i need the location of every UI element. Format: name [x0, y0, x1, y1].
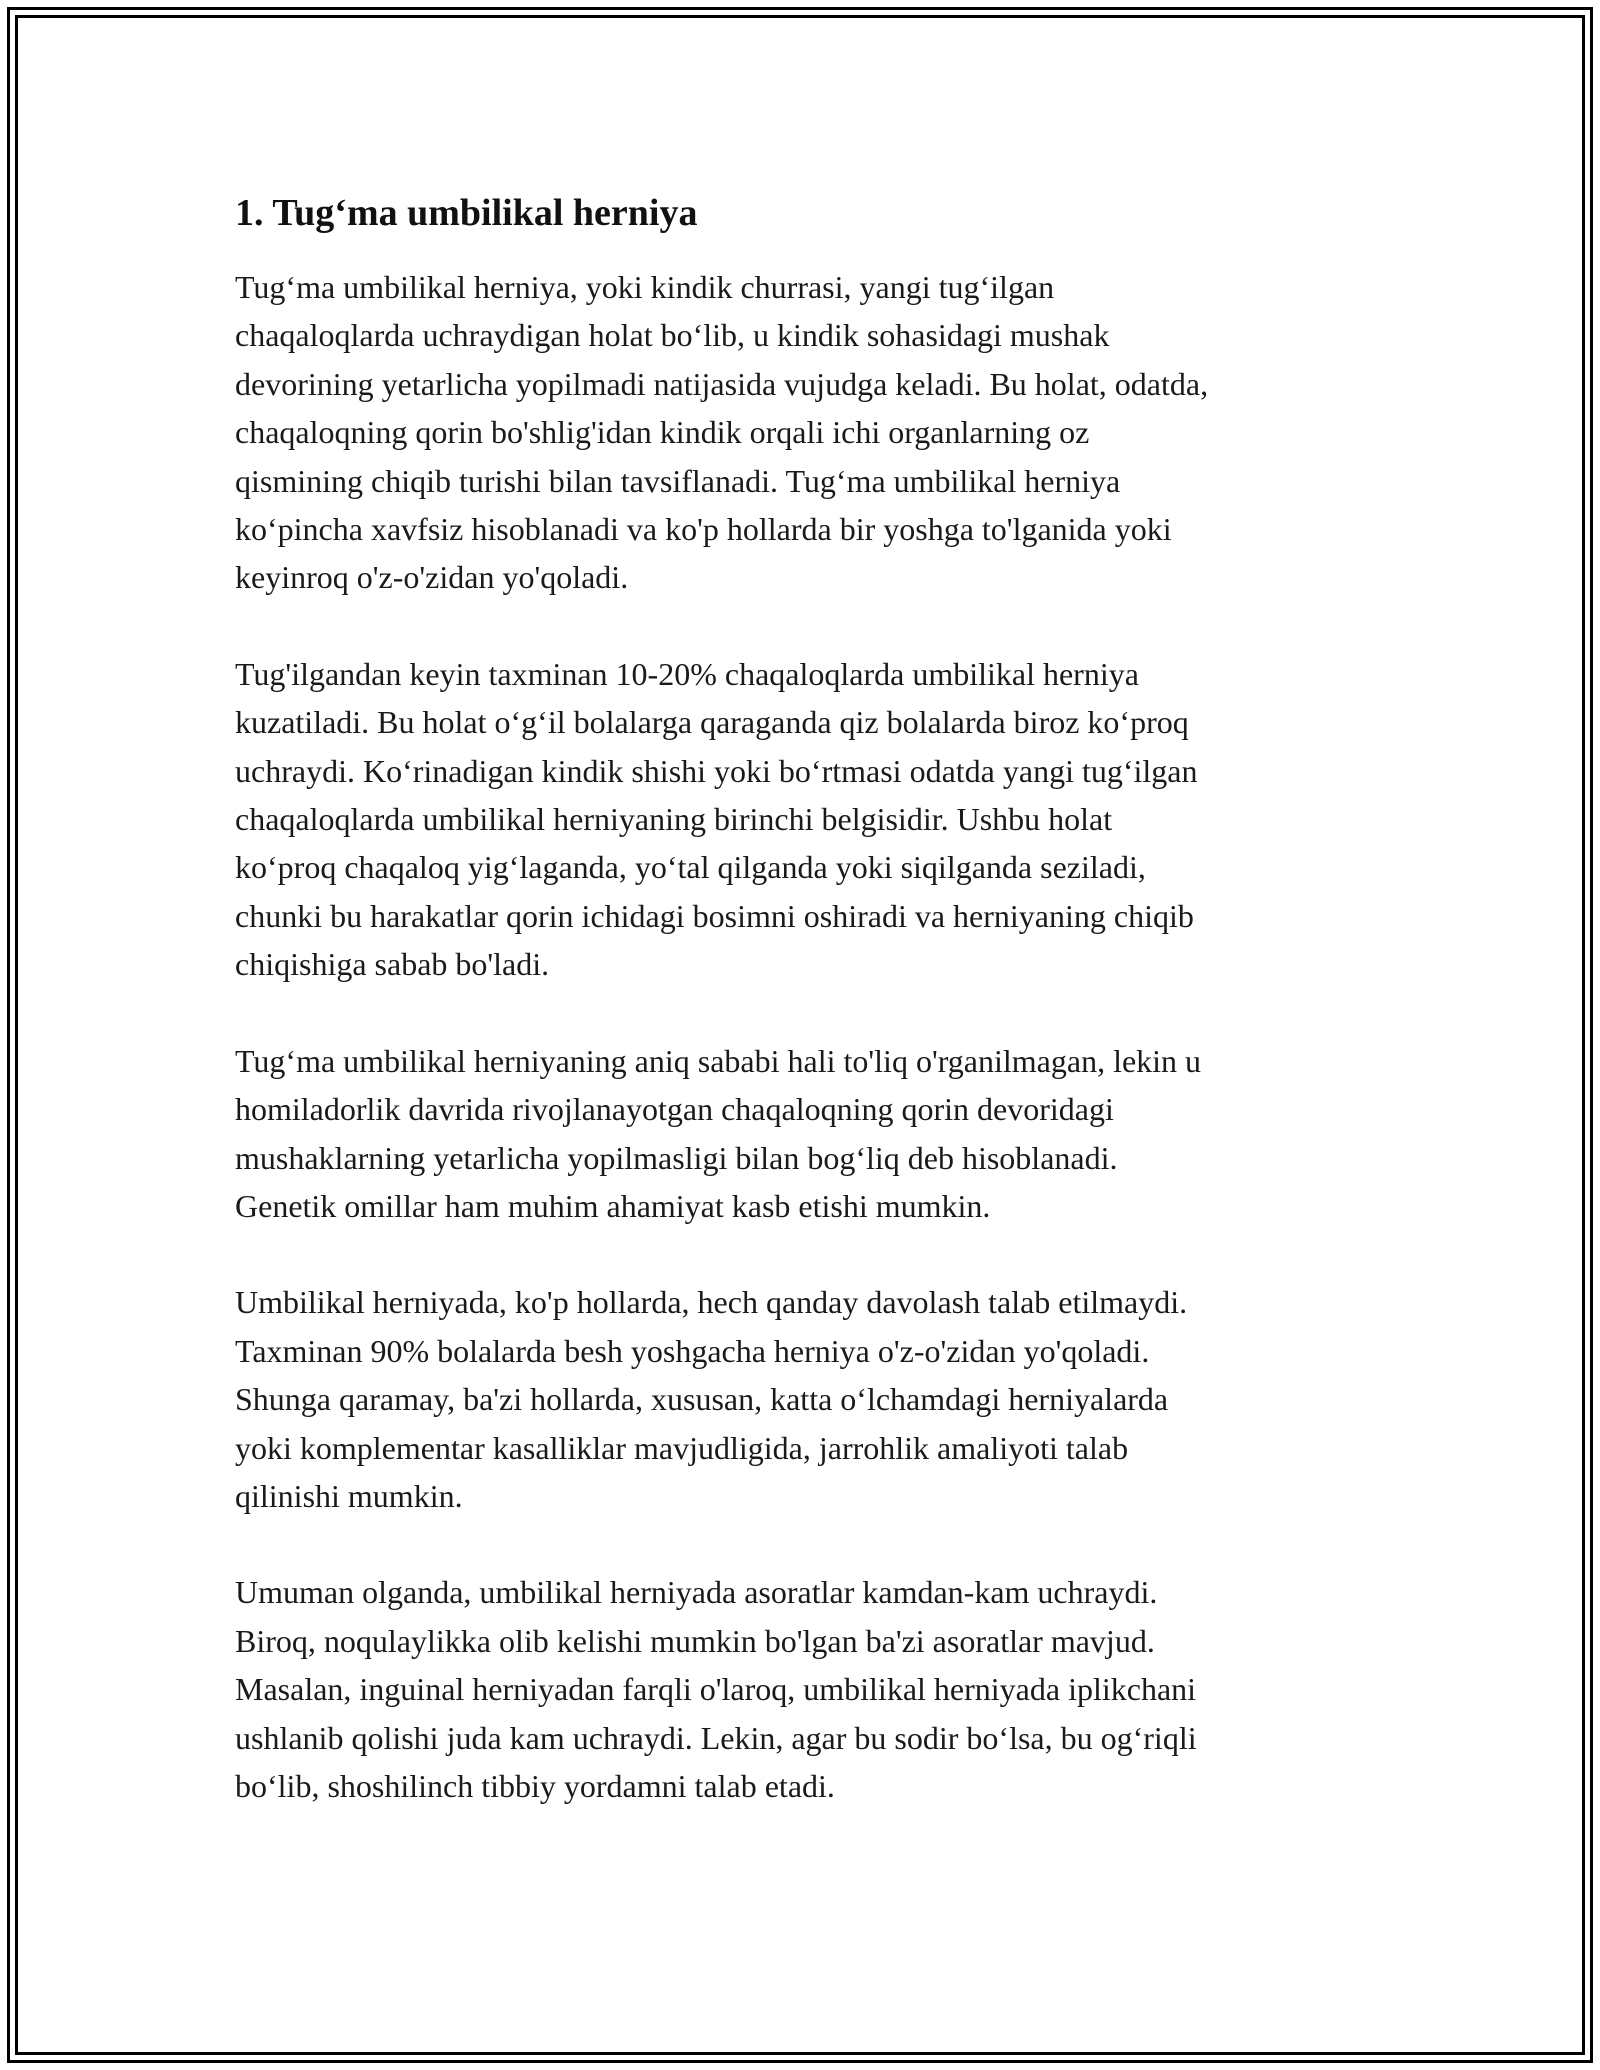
paragraph-treatment: Umbilikal herniyada, ko'p hollarda, hech qanday davolash talab etilmaydi. Taxminan 90% bolalarda besh yoshgacha herniya o'z-o'zidan yo'qoladi. Shunga qaramay, ba'zi hollarda, xususan, katta o‘lchamdagi herniyalarda yoki komplementar kasalliklar mavjudligida, jarrohlik amaliyoti talab qilinishi mumkin. — [235, 1284, 1188, 1514]
paragraph-prevalence: Tug'ilgandan keyin taxminan 10-20% chaqaloqlarda umbilikal herniya kuzatiladi. Bu holat o‘g‘il bolalarga qaraganda qiz bolalarda biroz ko‘proq uchraydi. Ko‘rinadigan kindik shishi yoki bo‘rtmasi odatda yangi tug‘ilgan chaqaloqlarda umbilikal herniyaning birinchi belgisidir. Ushbu holat ko‘proq chaqaloq yig‘laganda, yo‘tal qilganda yoki siqilganda seziladi, chunki bu harakatlar qorin ichidagi bosimni oshiradi va herniyaning chiqib chiqishiga sabab bo'ladi. — [235, 655, 1198, 983]
document-body — [235, 185, 1370, 1858]
paragraph-complications: Umuman olganda, umbilikal herniyada asoratlar kamdan-kam uchraydi. Biroq, noqulaylikka olib kelishi mumkin bo'lgan ba'zi asoratlar mavjud. Masalan, inguinal herniyadan farqli o'laroq, umbilikal herniyada iplikchani ushlanib qolishi juda kam uchraydi. Lekin, agar bu sodir bo‘lsa, bu og‘riqli bo‘lib, shoshilinch tibbiy yordamni talab etadi. — [235, 1574, 1197, 1804]
paragraph-intro: Tug‘ma umbilikal herniya, yoki kindik churrasi, yangi tug‘ilgan chaqaloqlarda uchraydigan holat bo‘lib, u kindik sohasidagi mushak devorining yetarlicha yopilmadi natijasida vujudga keladi. Bu holat, odatda, chaqaloqning qorin bo'shlig'idan kindik orqali ichi organlarning oz qismining chiqib turishi bilan tavsiflanadi. Tug‘ma umbilikal herniya ko‘pincha xavfsiz hisoblanadi va ko'p hollarda bir yoshga to'lganida yoki keyinroq o'z-o'zidan yo'qoladi. — [235, 269, 1209, 596]
section-title: 1. Tug‘ma umbilikal herniya — [235, 192, 698, 234]
paragraph-causes: Tug‘ma umbilikal herniyaning aniq sababi hali to'liq o'rganilmagan, lekin u homiladorlik davrida rivojlanayotgan chaqaloqning qorin devoridagi mushaklarning yetarlicha yopilmasligi bilan bog‘liq deb hisoblanadi. Genetik omillar ham muhim ahamiyat kasb etishi mumkin. — [235, 1042, 1202, 1224]
